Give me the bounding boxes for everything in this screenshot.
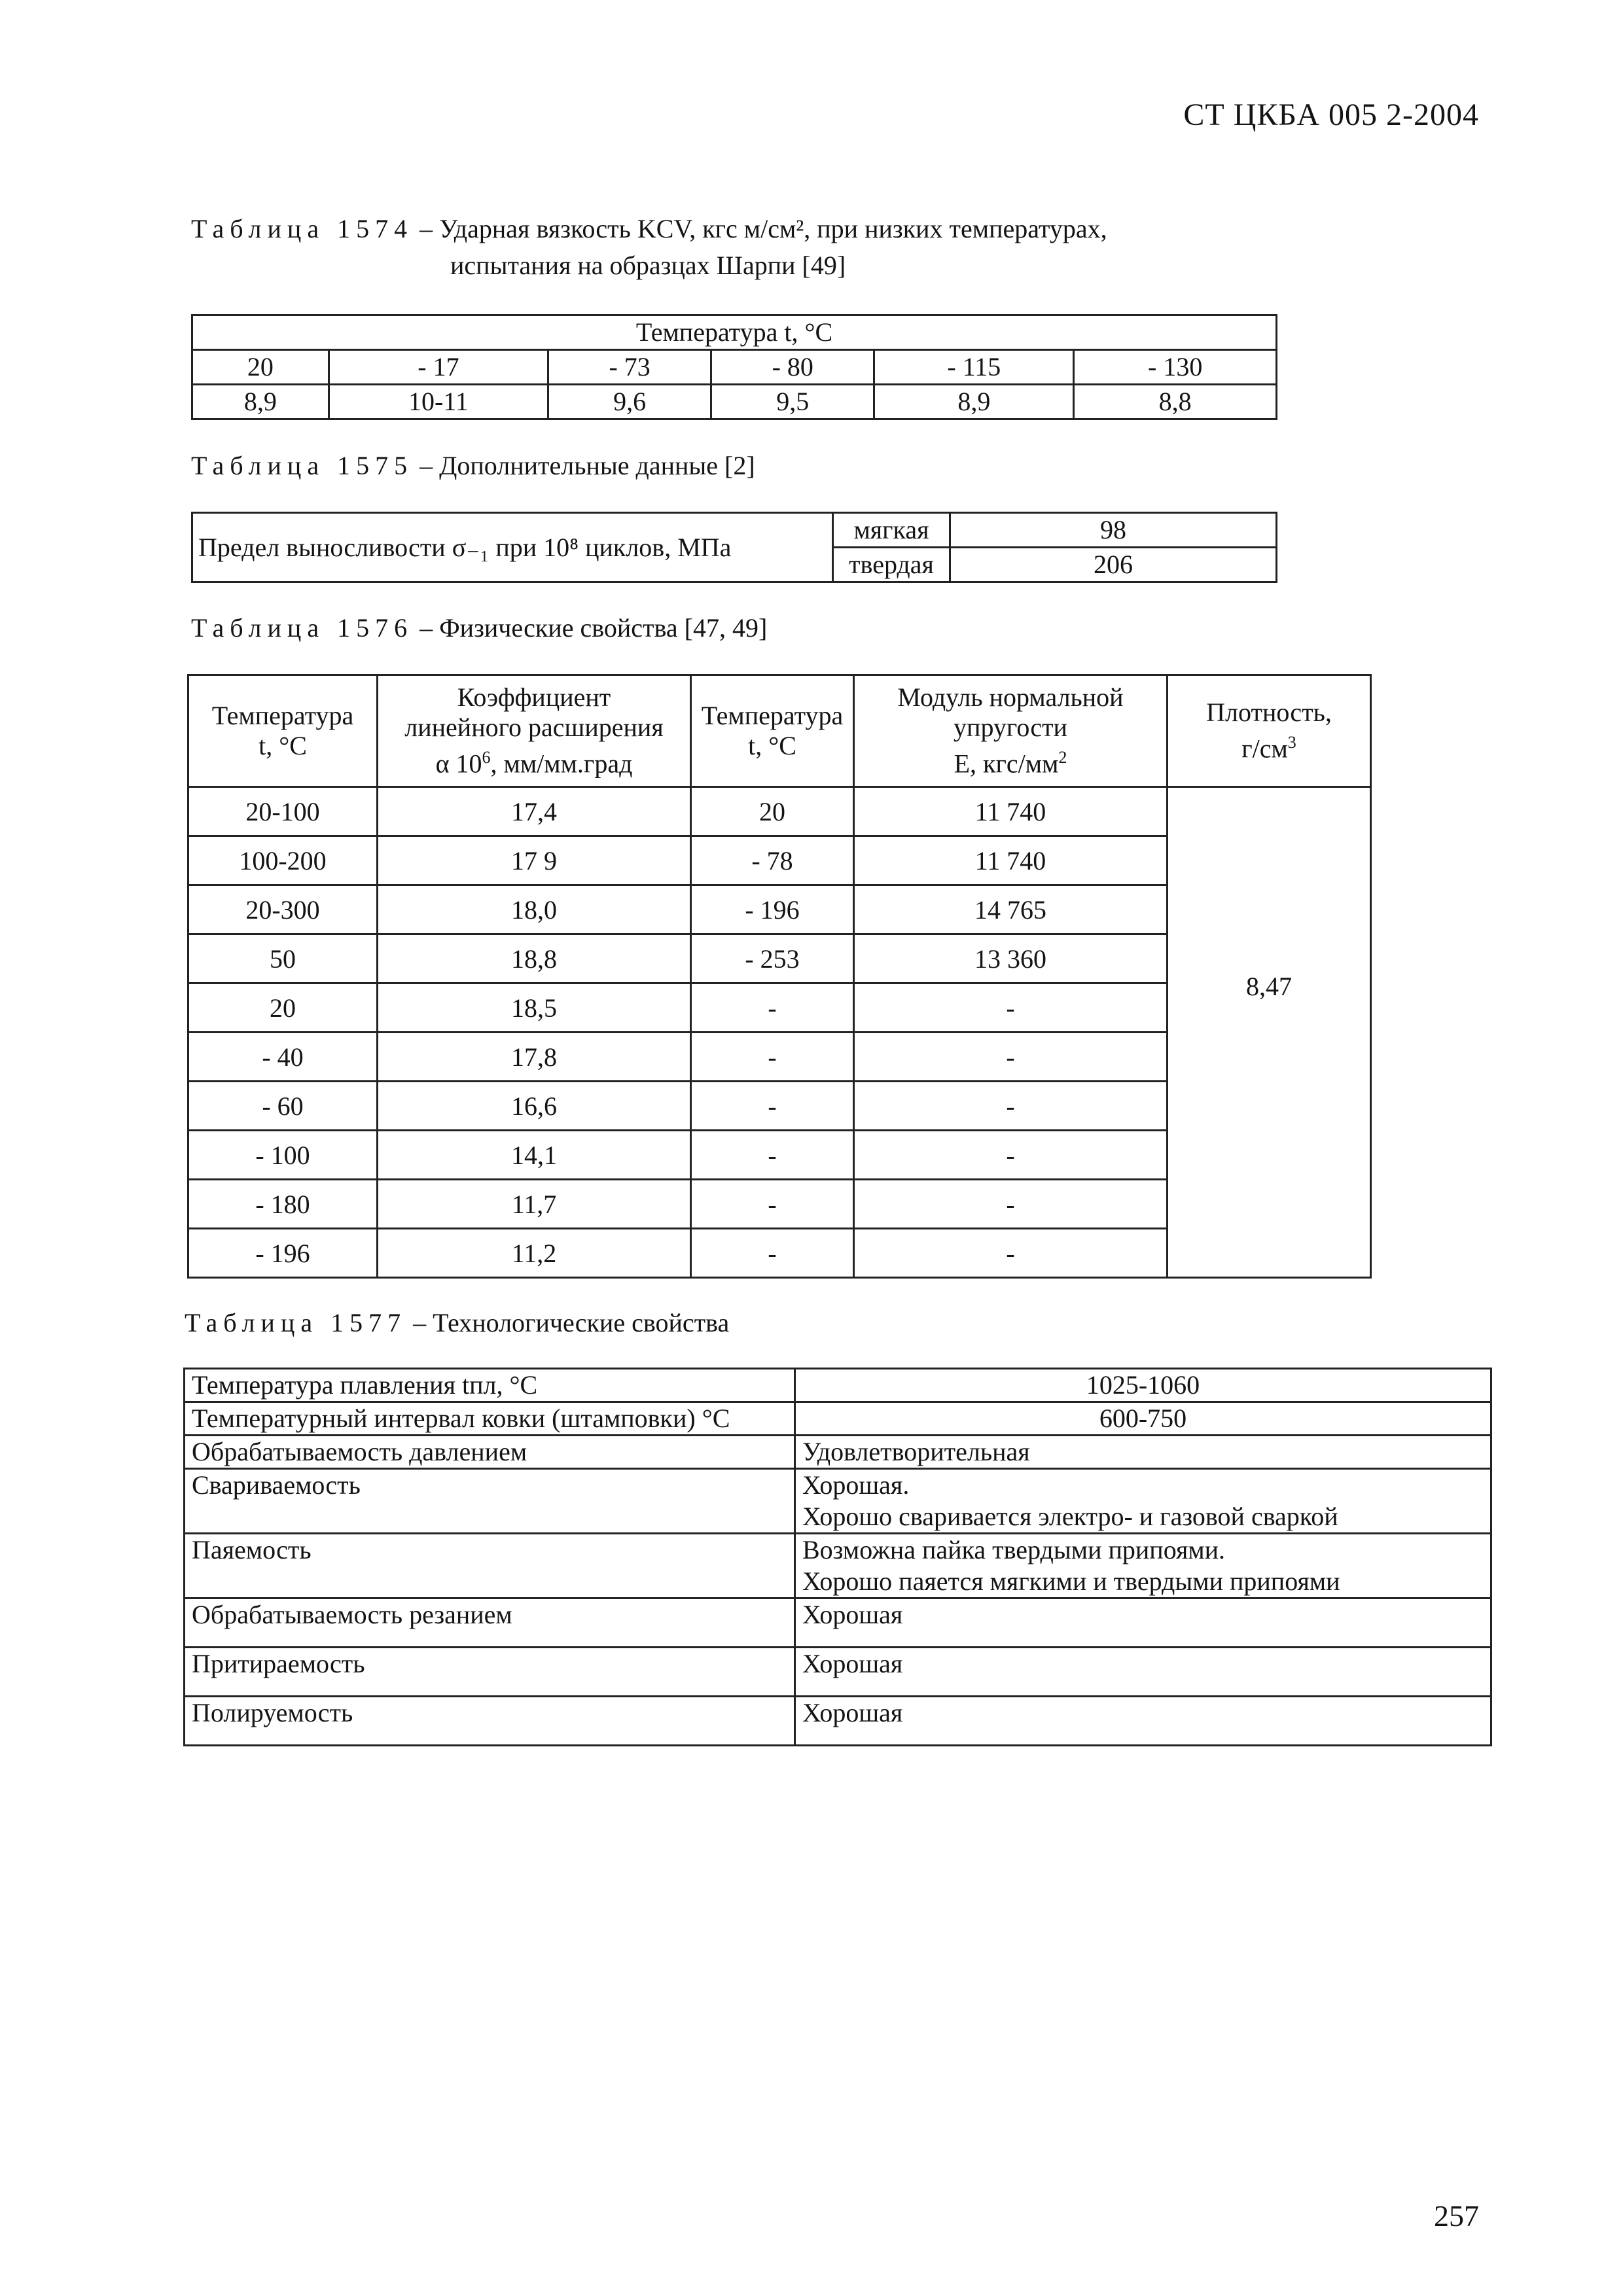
table-1574-label: Таблица 1574 xyxy=(191,214,414,243)
kcv-value-cell: 10-11 xyxy=(329,385,548,419)
property-name: Паяемость xyxy=(185,1534,795,1598)
cell-t2: - xyxy=(691,1180,854,1229)
cell-e: - xyxy=(854,1033,1168,1082)
property-name: Обрабатываемость давлением xyxy=(185,1436,795,1469)
table-1575-label: Таблица 1575 xyxy=(191,451,414,480)
cell-e: - xyxy=(854,1082,1168,1131)
endurance-limit-label: Предел выносливости σ₋₁ при 10⁸ циклов, МПа xyxy=(192,513,833,582)
table-1575-caption xyxy=(191,450,755,481)
cell-alpha: 14,1 xyxy=(378,1131,691,1180)
additional-data-table xyxy=(191,512,1277,583)
col-temperature-1: Температура t, °С xyxy=(188,675,378,787)
property-value-line: Хорошая xyxy=(802,1600,903,1629)
cell-alpha: 17,4 xyxy=(378,787,691,836)
kcv-value-cell: 9,6 xyxy=(548,385,711,419)
col-expansion-coefficient: Коэффициент линейного расширения α $10^6$, мм/мм.град xyxy=(378,675,691,787)
value-hard: 206 xyxy=(950,548,1277,582)
table-row xyxy=(188,787,1371,836)
table-1577-title: – Технологические свойства xyxy=(413,1308,730,1337)
cell-e: 11 740 xyxy=(854,787,1168,836)
property-value xyxy=(795,1598,1491,1648)
col-density: Плотность, $г/см^3$ xyxy=(1168,675,1371,787)
cell-t2: - 196 xyxy=(691,885,854,934)
property-value-line: 1025-1060 xyxy=(1086,1370,1200,1400)
property-name: Притираемость xyxy=(185,1648,795,1697)
property-name: Свариваемость xyxy=(185,1469,795,1534)
cell-t1: - 60 xyxy=(188,1082,378,1131)
temperature-cell: - 17 xyxy=(329,350,548,385)
property-value xyxy=(795,1648,1491,1697)
cell-t1: - 40 xyxy=(188,1033,378,1082)
kcv-value-cell: 8,8 xyxy=(1074,385,1277,419)
cell-alpha: 11,2 xyxy=(378,1229,691,1278)
cell-e: 13 360 xyxy=(854,934,1168,983)
kcv-value-cell: 9,5 xyxy=(711,385,874,419)
table-1574-title: – Ударная вязкость KCV, кгс м/см², при низких температурах, xyxy=(419,214,1107,243)
value-soft: 98 xyxy=(950,513,1277,548)
cell-t2: - xyxy=(691,983,854,1033)
cell-e: - xyxy=(854,1180,1168,1229)
cell-t1: - 100 xyxy=(188,1131,378,1180)
temperature-cell: - 130 xyxy=(1074,350,1277,385)
cell-alpha: 18,0 xyxy=(378,885,691,934)
kcv-value-cell: 8,9 xyxy=(192,385,329,419)
technological-properties-table xyxy=(183,1368,1492,1746)
cell-alpha: 18,5 xyxy=(378,983,691,1033)
property-value xyxy=(795,1534,1491,1598)
property-value-line: Удовлетворительная xyxy=(802,1437,1030,1466)
col-elastic-modulus: Модуль нормальной упругости Е, кгс/$мм^2$ xyxy=(854,675,1168,787)
property-value xyxy=(795,1369,1491,1402)
table-row xyxy=(185,1648,1491,1697)
table-1576-caption xyxy=(191,612,767,643)
cell-t1: 20-300 xyxy=(188,885,378,934)
cell-e: - xyxy=(854,1131,1168,1180)
physical-properties-table xyxy=(187,674,1372,1279)
cell-e: 14 765 xyxy=(854,885,1168,934)
table-row xyxy=(185,1469,1491,1534)
table-1577-label: Таблица 1577 xyxy=(185,1308,407,1337)
temperature-header: Температура t, °С xyxy=(192,315,1277,350)
temperature-cell: 20 xyxy=(192,350,329,385)
cell-alpha: 18,8 xyxy=(378,934,691,983)
cell-t2: - xyxy=(691,1131,854,1180)
table-1576-title: – Физические свойства [47, 49] xyxy=(419,613,768,643)
table-row xyxy=(185,1369,1491,1402)
property-name: Полируемость xyxy=(185,1697,795,1746)
temperature-cell: - 73 xyxy=(548,350,711,385)
property-value-line-2: Хорошо паяется мягкими и твердыми припоями xyxy=(802,1566,1340,1596)
cell-t2: - xyxy=(691,1033,854,1082)
property-value xyxy=(795,1469,1491,1534)
state-hard: твердая xyxy=(833,548,950,582)
document-code: СТ ЦКБА 005 2-2004 xyxy=(1183,97,1479,132)
cell-t1: 20 xyxy=(188,983,378,1033)
cell-e: 11 740 xyxy=(854,836,1168,885)
property-value-line: Хорошая. xyxy=(802,1470,910,1500)
cell-t1: 100-200 xyxy=(188,836,378,885)
cell-e: - xyxy=(854,1229,1168,1278)
temperature-cell: - 115 xyxy=(874,350,1074,385)
cell-t1: - 196 xyxy=(188,1229,378,1278)
cell-t1: 50 xyxy=(188,934,378,983)
property-value-line: Хорошая xyxy=(802,1649,903,1678)
table-row xyxy=(185,1598,1491,1648)
cell-t2: - 253 xyxy=(691,934,854,983)
density-value: 8,47 xyxy=(1168,787,1371,1278)
table-row xyxy=(185,1402,1491,1436)
cell-t1: 20-100 xyxy=(188,787,378,836)
property-value xyxy=(795,1697,1491,1746)
property-value xyxy=(795,1436,1491,1469)
cell-e: - xyxy=(854,983,1168,1033)
kcv-value-cell: 8,9 xyxy=(874,385,1074,419)
property-name: Температура плавления tпл, °С xyxy=(185,1369,795,1402)
cell-t2: - xyxy=(691,1082,854,1131)
temperature-cell: - 80 xyxy=(711,350,874,385)
table-1574-caption xyxy=(191,213,1107,244)
cell-alpha: 17 9 xyxy=(378,836,691,885)
col-temperature-2: Температура t, °С xyxy=(691,675,854,787)
property-value-line: Возможна пайка твердыми припоями. xyxy=(802,1535,1226,1564)
table-1577-caption xyxy=(185,1307,729,1338)
property-name: Обрабатываемость резанием xyxy=(185,1598,795,1648)
impact-toughness-table xyxy=(191,314,1277,420)
cell-t2: 20 xyxy=(691,787,854,836)
table-1576-label: Таблица 1576 xyxy=(191,613,414,643)
cell-t2: - 78 xyxy=(691,836,854,885)
cell-alpha: 17,8 xyxy=(378,1033,691,1082)
table-1574-caption-line2: испытания на образцах Шарпи [49] xyxy=(450,251,846,280)
state-soft: мягкая xyxy=(833,513,950,548)
table-row xyxy=(185,1697,1491,1746)
property-value-line: 600-750 xyxy=(1099,1404,1187,1433)
property-value-line-2: Хорошо сваривается электро- и газовой сваркой xyxy=(802,1502,1338,1531)
cell-alpha: 11,7 xyxy=(378,1180,691,1229)
cell-t1: - 180 xyxy=(188,1180,378,1229)
cell-alpha: 16,6 xyxy=(378,1082,691,1131)
table-row xyxy=(185,1436,1491,1469)
table-row xyxy=(185,1534,1491,1598)
page-number: 257 xyxy=(1434,2199,1479,2233)
property-value-line: Хорошая xyxy=(802,1698,903,1727)
property-name: Температурный интервал ковки (штамповки) °С xyxy=(185,1402,795,1436)
table-1575-title: – Дополнительные данные [2] xyxy=(419,451,755,480)
property-value xyxy=(795,1402,1491,1436)
cell-t2: - xyxy=(691,1229,854,1278)
